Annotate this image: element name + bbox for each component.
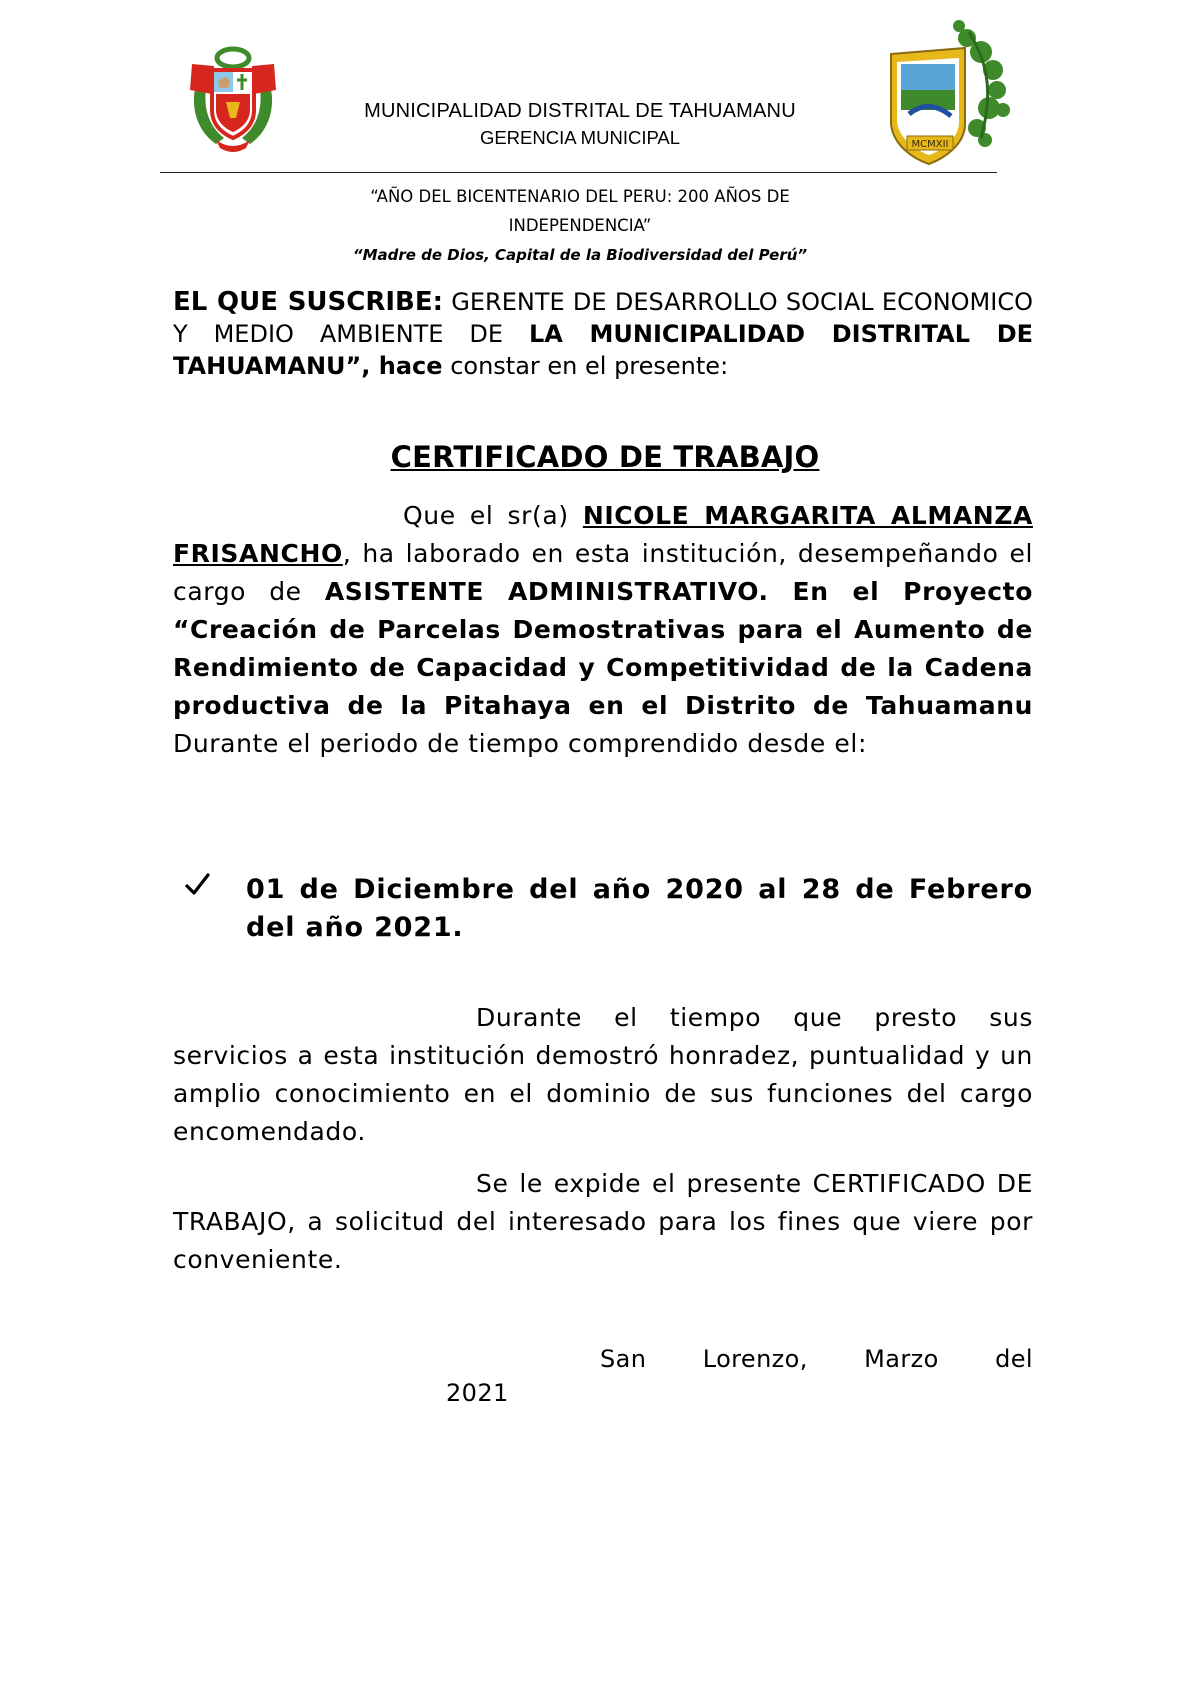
intro-lead: EL QUE SUSCRIBE: [173, 287, 444, 317]
conduct-text: Durante el tiempo que presto sus servicios a esta institución demostró honradez, puntualidad y un amplio conocimiento en el dominio de sus funciones del cargo encomendado. [173, 1003, 1033, 1146]
peru-coat-of-arms-icon [186, 44, 280, 156]
main-text-3: Durante el periodo de tiempo comprendido desde el: [173, 729, 867, 758]
tahuamanu-municipal-shield-icon [885, 18, 1013, 174]
year-motto-line-3: “Madre de Dios, Capital de la Biodiversidad del Perú” [352, 246, 808, 264]
institution-name: MUNICIPALIDAD DISTRITAL DE TAHUAMANU [364, 100, 796, 122]
header-divider [160, 172, 997, 173]
department-name: GERENCIA MUNICIPAL [479, 127, 681, 148]
main-paragraph [173, 497, 1033, 763]
employee-name: NICOLE MARGARITA ALMANZA FRISANCHO [173, 501, 1033, 568]
closing-year: 2021 [446, 1379, 509, 1407]
position-and-project: ASISTENTE ADMINISTRATIVO. En el Proyecto “Creación de Parcelas Demostrativas para el Aumento de Rendimiento de Capacidad y Competitividad de la Cadena productiva de la Pitahaya en el Distrito de Tahuamanu [173, 577, 1033, 720]
conduct-paragraph [173, 999, 1033, 1151]
intro-text-2: constar en el presente: [442, 352, 729, 380]
intro-bold: LA MUNICIPALIDAD DISTRITAL DE TAHUAMANU”, hace [173, 320, 1034, 380]
logo-motto: MCMXII [911, 139, 949, 150]
main-text-1: Que el sr(a) [403, 501, 583, 530]
main-text-2: , ha laborado en esta institución, desempeñando el cargo de [173, 539, 1033, 606]
intro-paragraph [173, 286, 1033, 382]
place-and-date: San Lorenzo, Marzo del [600, 1345, 1033, 1373]
issuance-paragraph [173, 1165, 1033, 1279]
intro-text-1: GERENTE DE DESARROLLO SOCIAL ECONOMICO Y MEDIO AMBIENTE DE [173, 288, 1033, 348]
year-motto-line-3-clip [300, 244, 860, 264]
work-period: 01 de Diciembre del año 2020 al 28 de Febrero del año 2021. [246, 874, 1033, 943]
year-motto-line-1: “AÑO DEL BICENTENARIO DEL PERU: 200 AÑOS DE [370, 187, 790, 206]
checkmark-icon [184, 872, 210, 898]
certificate-title: CERTIFICADO DE TRABAJO [390, 440, 820, 474]
year-motto-line-2: INDEPENDENCIA” [508, 216, 652, 235]
issuance-text: Se le expide el presente CERTIFICADO DE TRABAJO, a solicitud del interesado para los fines que viere por conveniente. [173, 1169, 1033, 1274]
